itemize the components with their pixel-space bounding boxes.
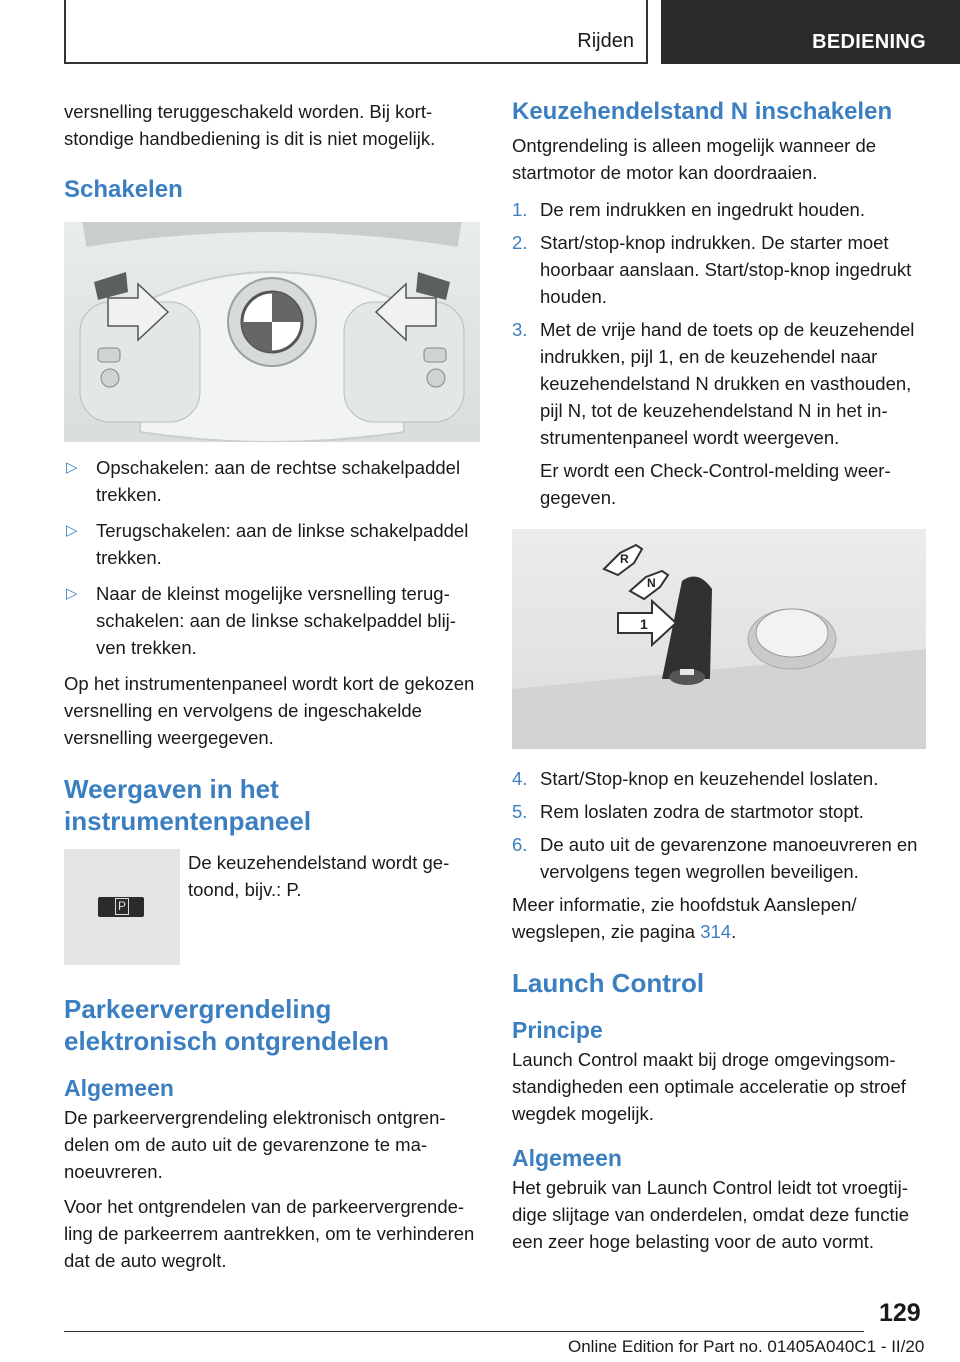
heading-keuzehendelstand-n: Keuzehendelstand N inschakelen — [512, 98, 893, 125]
heading-principe: Principe — [512, 1017, 603, 1043]
triangle-bullet-icon: ▷ — [66, 585, 78, 602]
header-chapter-box — [661, 0, 960, 64]
list-item: ▷ Naar de kleinst mogelijke versnelling terugschakelen: aan de linkse schakelpaddel blijven trekken. — [64, 580, 478, 661]
display-example-row — [64, 849, 478, 965]
arrow-n-icon — [630, 571, 668, 599]
n-steps-list — [512, 196, 926, 511]
heading-weergaven: Weergaven in het instrumentenpaneel — [64, 774, 312, 836]
more-info-paragraph: Meer informatie, zie hoofdstuk Aanslepen/ wegslepen, zie pagina 314. — [512, 894, 857, 942]
edition-text: Online Edition for Part no. 01405A040C1 - II/20 — [568, 1337, 925, 1356]
arrow-n-label: N — [647, 576, 656, 590]
gear-selector-drawing — [512, 529, 926, 749]
n-intro-paragraph: Ontgrendeling is alleen mogelijk wanneer de startmotor de motor kan doordraaien. — [512, 135, 877, 183]
footer-divider — [64, 1331, 864, 1332]
weergaven-paragraph: De keuzehendelstand wordt getoond, bijv.: P. — [188, 852, 450, 900]
list-item: 4. Start/Stop-knop en keuzehendel loslaten. — [512, 768, 879, 789]
list-item: 5. Rem loslaten zodra de startmotor stopt. — [512, 801, 864, 822]
list-item: 1. De rem indrukken en ingedrukt houden. — [512, 199, 865, 220]
algemeen-paragraph-1: De parkeervergrendeling elektronisch ontgrendelen om de auto uit de gevarenzone te manoeuvreren. — [64, 1107, 446, 1182]
step-note: Er wordt een Check-Control-melding weergegeven. — [540, 460, 891, 508]
steering-wheel-illustration — [64, 222, 480, 442]
header-section-box — [64, 0, 648, 64]
n-steps-list-continued — [512, 765, 926, 885]
algemeen-paragraph-2: Voor het ontgrendelen van de parkeervergrendeling de parkeerrem aantrekken, om te verhinderen dat de auto wegrolt. — [64, 1196, 475, 1271]
triangle-bullet-icon: ▷ — [66, 522, 78, 539]
heading-algemeen-left: Algemeen — [64, 1075, 174, 1101]
gear-selector-illustration — [512, 529, 926, 749]
list-item: ▷ Terugschakelen: aan de linkse schakelpaddel trekken. — [64, 517, 478, 571]
principe-paragraph: Launch Control maakt bij droge omgevingsomstandigheden een optimale acceleratie op stroef wegdek mogelijk. — [512, 1049, 906, 1124]
heading-parkeervergrendeling: Parkeervergrendeling elektronisch ontgrendelen — [64, 994, 390, 1056]
list-item: 6. De auto uit de gevarenzone manoeuvreren en vervolgens tegen wegrollen beveiligen. — [512, 834, 918, 882]
triangle-bullet-icon: ▷ — [66, 459, 78, 476]
left-column — [64, 98, 478, 1282]
page-reference-link[interactable]: 314 — [700, 921, 732, 942]
intro-paragraph: versnelling teruggeschakeld worden. Bij kortstondige handbediening is dit is niet mogelijk. — [64, 101, 436, 149]
steering-wheel-drawing — [64, 222, 480, 442]
shift-bullet-list — [64, 454, 478, 661]
header-section: Rijden — [577, 30, 634, 52]
list-item: ▷ Opschakelen: aan de rechtse schakelpaddel trekken. — [64, 454, 478, 508]
list-item: 2. Start/stop-knop indrukken. De starter moet hoorbaar aanslaan. Start/stop-knop ingedrukt houden. — [512, 232, 912, 307]
header-chapter: BEDIENING — [812, 31, 926, 53]
list-item: 3. Met de vrije hand de toets op de keuzehendel indrukken, pijl 1, en de keuzehendel naar keuzehendelstand N drukken en vasthouden, pijl N, tot de keuzehendelstand N in het instrumentenpaneel wordt weergeven. Er wordt een Check-Control-melding weergegeven. — [512, 316, 926, 511]
after-bullets-paragraph: Op het instrumentenpaneel wordt kort de gekozen versnelling en vervolgens de ingeschakelde versnelling weergegeven. — [64, 673, 475, 748]
heading-algemeen-right: Algemeen — [512, 1145, 622, 1171]
arrow-r-label: R — [620, 552, 629, 566]
arrow-1-label: 1 — [640, 616, 648, 632]
launch-algemeen-paragraph: Het gebruik van Launch Control leidt tot vroegtijdige slijtage van onderdelen, omdat deze functie een zeer hoge belasting voor de auto vormt. — [512, 1177, 909, 1252]
heading-launch-control: Launch Control — [512, 968, 705, 998]
arrow-r-icon — [604, 545, 642, 575]
page-number: 129 — [879, 1299, 921, 1327]
arrow-1-icon — [618, 601, 676, 645]
gear-display-illustration — [64, 849, 180, 965]
right-column — [512, 98, 926, 1263]
heading-schakelen: Schakelen — [64, 176, 183, 203]
park-indicator-icon: P — [98, 897, 144, 917]
